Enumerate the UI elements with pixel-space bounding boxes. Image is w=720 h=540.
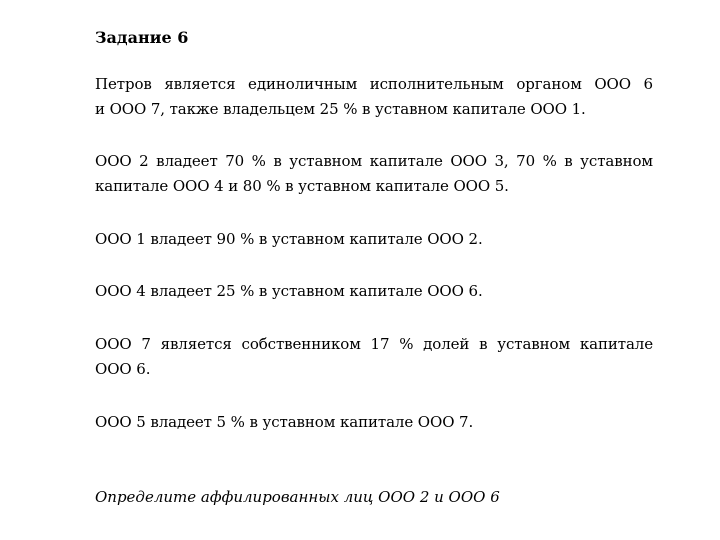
paragraph-ooo5	[95, 410, 653, 435]
paragraph-line: Петров является единоличным исполнительным органом ООО 6	[95, 75, 653, 93]
paragraph-ooo7	[95, 332, 653, 382]
paragraph-line: ООО 7 является собственником 17 % долей в уставном капитале	[95, 335, 653, 353]
paragraph-ooo2	[95, 149, 653, 199]
paragraph-ooo1	[95, 227, 653, 252]
paragraph-line: ООО 2 владеет 70 % в уставном капитале ООО 3, 70 % в уставном	[95, 152, 653, 170]
paragraph-line: ООО 6.	[95, 360, 151, 378]
paragraph-line: капитале ООО 4 и 80 % в уставном капитале ООО 5.	[95, 177, 509, 195]
paragraph-petrov	[95, 72, 653, 122]
task-title: Задание 6	[95, 28, 189, 47]
paragraph-ooo4	[95, 279, 653, 304]
paragraph-line: ООО 1 владеет 90 % в уставном капитале ООО 2.	[95, 230, 483, 248]
paragraph-line: ООО 4 владеет 25 % в уставном капитале ООО 6.	[95, 282, 483, 300]
document-page	[95, 24, 653, 510]
task-question: Определите аффилированных лиц ООО 2 и ООО 6	[95, 488, 500, 506]
paragraph-line: и ООО 7, также владельцем 25 % в уставном капитале ООО 1.	[95, 100, 586, 118]
paragraph-line: ООО 5 владеет 5 % в уставном капитале ООО 7.	[95, 413, 474, 431]
